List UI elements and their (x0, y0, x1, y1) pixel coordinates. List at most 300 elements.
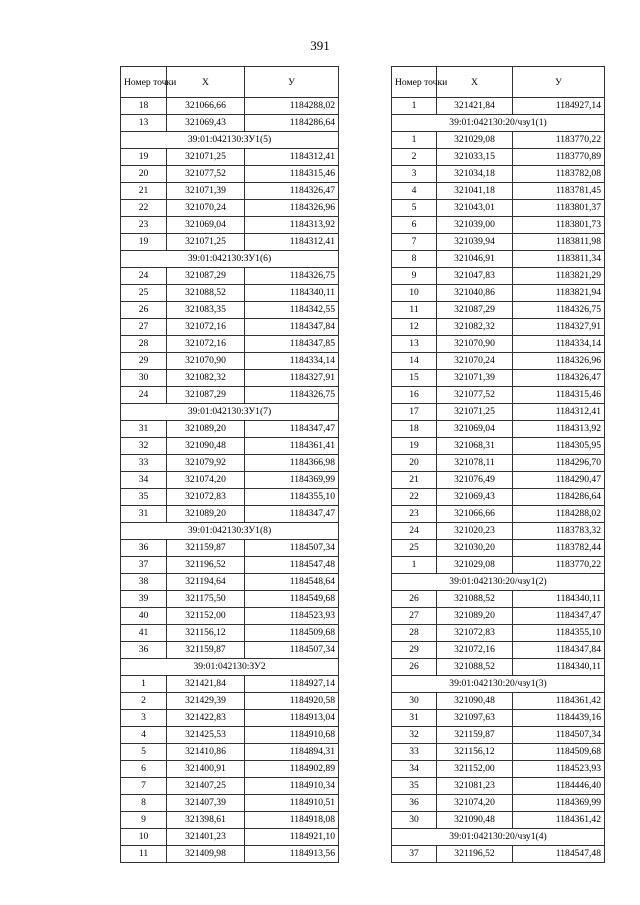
point-number-cell: 1 (392, 132, 437, 149)
y-coordinate-cell: 1184326,96 (245, 200, 339, 217)
x-coordinate-cell: 321421,84 (167, 676, 245, 693)
table-row (392, 149, 605, 166)
section-title: 39:01:042130:20/чзу1(2) (392, 574, 605, 591)
table-row (121, 761, 339, 778)
header-point-number: Номер точки (392, 67, 437, 98)
table-row (121, 727, 339, 744)
point-number-cell: 21 (121, 183, 167, 200)
y-coordinate-cell: 1184523,93 (245, 608, 339, 625)
y-coordinate-cell: 1184507,34 (245, 642, 339, 659)
x-coordinate-cell: 321156,12 (167, 625, 245, 642)
point-number-cell: 3 (121, 710, 167, 727)
table-row (121, 812, 339, 829)
y-coordinate-cell: 1184312,41 (513, 404, 605, 421)
header-point-number: Номер точки (121, 67, 167, 98)
y-coordinate-cell: 1184315,46 (245, 166, 339, 183)
table-row (121, 438, 339, 455)
y-coordinate-cell: 1184366,98 (245, 455, 339, 472)
y-coordinate-cell: 1183801,37 (513, 200, 605, 217)
point-number-cell: 1 (392, 557, 437, 574)
x-coordinate-cell: 321407,25 (167, 778, 245, 795)
page-number: 391 (310, 38, 330, 53)
y-coordinate-cell: 1183801,73 (513, 217, 605, 234)
x-coordinate-cell: 321071,39 (167, 183, 245, 200)
x-coordinate-cell: 321034,18 (437, 166, 513, 183)
point-number-cell: 10 (121, 829, 167, 846)
table-row (121, 387, 339, 404)
x-coordinate-cell: 321041,18 (437, 183, 513, 200)
y-coordinate-cell: 1184347,84 (513, 642, 605, 659)
point-number-cell: 12 (392, 319, 437, 336)
table-row (392, 795, 605, 812)
x-coordinate-cell: 321090,48 (167, 438, 245, 455)
point-number-cell: 36 (392, 795, 437, 812)
point-number-cell: 8 (121, 795, 167, 812)
table-row (121, 421, 339, 438)
point-number-cell: 36 (121, 642, 167, 659)
y-coordinate-cell: 1184334,14 (513, 336, 605, 353)
x-coordinate-cell: 321070,90 (437, 336, 513, 353)
table-row (392, 404, 605, 421)
point-number-cell: 15 (392, 370, 437, 387)
point-number-cell: 33 (392, 744, 437, 761)
x-coordinate-cell: 321072,83 (437, 625, 513, 642)
table-row (392, 455, 605, 472)
point-number-cell: 30 (121, 370, 167, 387)
section-row (121, 659, 339, 676)
x-coordinate-cell: 321159,87 (167, 642, 245, 659)
point-number-cell: 23 (392, 506, 437, 523)
x-coordinate-cell: 321089,20 (167, 506, 245, 523)
y-coordinate-cell: 1183811,34 (513, 251, 605, 268)
table-row (392, 370, 605, 387)
point-number-cell: 18 (121, 98, 167, 115)
y-coordinate-cell: 1184286,64 (245, 115, 339, 132)
table-row (392, 761, 605, 778)
x-coordinate-cell: 321087,29 (437, 302, 513, 319)
x-coordinate-cell: 321081,23 (437, 778, 513, 795)
section-row (121, 523, 339, 540)
point-number-cell: 20 (392, 455, 437, 472)
y-coordinate-cell: 1184439,16 (513, 710, 605, 727)
y-coordinate-cell: 1184305,95 (513, 438, 605, 455)
y-coordinate-cell: 1184340,11 (513, 659, 605, 676)
x-coordinate-cell: 321159,87 (167, 540, 245, 557)
table-row (121, 370, 339, 387)
y-coordinate-cell: 1183783,32 (513, 523, 605, 540)
table-row (121, 285, 339, 302)
point-number-cell: 5 (121, 744, 167, 761)
y-coordinate-cell: 1184347,47 (513, 608, 605, 625)
x-coordinate-cell: 321029,08 (437, 132, 513, 149)
point-number-cell: 22 (121, 200, 167, 217)
point-number-cell: 13 (392, 336, 437, 353)
x-coordinate-cell: 321072,83 (167, 489, 245, 506)
point-number-cell: 4 (392, 183, 437, 200)
y-coordinate-cell: 1184361,42 (513, 693, 605, 710)
x-coordinate-cell: 321194,64 (167, 574, 245, 591)
x-coordinate-cell: 321030,20 (437, 540, 513, 557)
table-row (392, 812, 605, 829)
x-coordinate-cell: 321074,20 (167, 472, 245, 489)
table-row (121, 557, 339, 574)
x-coordinate-cell: 321087,29 (167, 387, 245, 404)
point-number-cell: 19 (121, 149, 167, 166)
point-number-cell: 38 (121, 574, 167, 591)
point-number-cell: 26 (121, 302, 167, 319)
table-row (392, 217, 605, 234)
y-coordinate-cell: 1183770,89 (513, 149, 605, 166)
section-row (392, 115, 605, 132)
table-row (392, 183, 605, 200)
x-coordinate-cell: 321196,52 (167, 557, 245, 574)
table-row (392, 608, 605, 625)
point-number-cell: 27 (121, 319, 167, 336)
table-row (392, 421, 605, 438)
point-number-cell: 29 (392, 642, 437, 659)
table-row (121, 676, 339, 693)
y-coordinate-cell: 1184549,68 (245, 591, 339, 608)
y-coordinate-cell: 1183782,44 (513, 540, 605, 557)
table-row (392, 710, 605, 727)
x-coordinate-cell: 321071,39 (437, 370, 513, 387)
y-coordinate-cell: 1184286,64 (513, 489, 605, 506)
x-coordinate-cell: 321401,23 (167, 829, 245, 846)
table-row (121, 183, 339, 200)
y-coordinate-cell: 1184326,47 (513, 370, 605, 387)
table-row (392, 506, 605, 523)
table-row (392, 251, 605, 268)
x-coordinate-cell: 321097,63 (437, 710, 513, 727)
point-number-cell: 37 (392, 846, 437, 863)
x-coordinate-cell: 321078,11 (437, 455, 513, 472)
section-row (392, 829, 605, 846)
point-number-cell: 24 (392, 523, 437, 540)
y-coordinate-cell: 1184326,75 (513, 302, 605, 319)
table-row (121, 591, 339, 608)
point-number-cell: 37 (121, 557, 167, 574)
x-coordinate-cell: 321069,43 (167, 115, 245, 132)
point-number-cell: 19 (121, 234, 167, 251)
table-row (392, 659, 605, 676)
table-row (121, 506, 339, 523)
y-coordinate-cell: 1184340,11 (245, 285, 339, 302)
point-number-cell: 21 (392, 472, 437, 489)
y-coordinate-cell: 1184347,84 (245, 319, 339, 336)
y-coordinate-cell: 1184927,14 (245, 676, 339, 693)
x-coordinate-cell: 321074,20 (437, 795, 513, 812)
table-row (392, 727, 605, 744)
point-number-cell: 16 (392, 387, 437, 404)
table-row (121, 200, 339, 217)
y-coordinate-cell: 1184347,47 (245, 421, 339, 438)
y-coordinate-cell: 1183782,08 (513, 166, 605, 183)
y-coordinate-cell: 1184369,99 (245, 472, 339, 489)
table-row (392, 642, 605, 659)
x-coordinate-cell: 321089,20 (437, 608, 513, 625)
point-number-cell: 11 (121, 846, 167, 863)
point-number-cell: 30 (392, 693, 437, 710)
point-number-cell: 28 (392, 625, 437, 642)
point-number-cell: 39 (121, 591, 167, 608)
table-row (121, 115, 339, 132)
y-coordinate-cell: 1184369,99 (513, 795, 605, 812)
x-coordinate-cell: 321425,53 (167, 727, 245, 744)
y-coordinate-cell: 1183821,29 (513, 268, 605, 285)
table-row (392, 523, 605, 540)
y-coordinate-cell: 1184507,34 (513, 727, 605, 744)
header-y: У (513, 67, 605, 98)
x-coordinate-cell: 321043,01 (437, 200, 513, 217)
y-coordinate-cell: 1184290,47 (513, 472, 605, 489)
x-coordinate-cell: 321152,00 (167, 608, 245, 625)
x-coordinate-cell: 321040,86 (437, 285, 513, 302)
y-coordinate-cell: 1184547,48 (513, 846, 605, 863)
y-coordinate-cell: 1184288,02 (513, 506, 605, 523)
table-body-left (121, 98, 339, 863)
x-coordinate-cell: 321088,52 (437, 659, 513, 676)
y-coordinate-cell: 1184918,08 (245, 812, 339, 829)
x-coordinate-cell: 321079,92 (167, 455, 245, 472)
y-coordinate-cell: 1184312,41 (245, 234, 339, 251)
table-row (121, 302, 339, 319)
point-number-cell: 23 (121, 217, 167, 234)
table-row (392, 472, 605, 489)
table-row (121, 778, 339, 795)
x-coordinate-cell: 321070,24 (167, 200, 245, 217)
table-row (392, 540, 605, 557)
y-coordinate-cell: 1184913,04 (245, 710, 339, 727)
table-row (121, 540, 339, 557)
table-row (121, 710, 339, 727)
table-row (392, 438, 605, 455)
point-number-cell: 31 (392, 710, 437, 727)
point-number-cell: 28 (121, 336, 167, 353)
section-row (121, 132, 339, 149)
point-number-cell: 24 (121, 387, 167, 404)
point-number-cell: 25 (121, 285, 167, 302)
x-coordinate-cell: 321068,31 (437, 438, 513, 455)
y-coordinate-cell: 1184548,64 (245, 574, 339, 591)
y-coordinate-cell: 1184361,42 (513, 812, 605, 829)
y-coordinate-cell: 1184894,31 (245, 744, 339, 761)
section-row (392, 676, 605, 693)
x-coordinate-cell: 321039,94 (437, 234, 513, 251)
table-row (121, 489, 339, 506)
x-coordinate-cell: 321070,90 (167, 353, 245, 370)
table-row (392, 846, 605, 863)
table-row (121, 574, 339, 591)
point-number-cell: 27 (392, 608, 437, 625)
table-row (121, 149, 339, 166)
table-header-row (121, 67, 339, 98)
point-number-cell: 41 (121, 625, 167, 642)
x-coordinate-cell: 321066,66 (437, 506, 513, 523)
table-row (392, 268, 605, 285)
point-number-cell: 1 (392, 98, 437, 115)
x-coordinate-cell: 321398,61 (167, 812, 245, 829)
y-coordinate-cell: 1183770,22 (513, 557, 605, 574)
table-row (121, 268, 339, 285)
table-row (121, 642, 339, 659)
table-row (121, 472, 339, 489)
table-row (121, 608, 339, 625)
table-row (392, 489, 605, 506)
x-coordinate-cell: 321421,84 (437, 98, 513, 115)
x-coordinate-cell: 321088,52 (437, 591, 513, 608)
y-coordinate-cell: 1184313,92 (245, 217, 339, 234)
section-row (121, 404, 339, 421)
x-coordinate-cell: 321039,00 (437, 217, 513, 234)
point-number-cell: 30 (392, 812, 437, 829)
x-coordinate-cell: 321422,83 (167, 710, 245, 727)
y-coordinate-cell: 1184921,10 (245, 829, 339, 846)
x-coordinate-cell: 321400,91 (167, 761, 245, 778)
y-coordinate-cell: 1184327,91 (245, 370, 339, 387)
table-row (121, 234, 339, 251)
table-row (392, 591, 605, 608)
coordinates-table-right (391, 66, 605, 863)
y-coordinate-cell: 1183781,45 (513, 183, 605, 200)
point-number-cell: 19 (392, 438, 437, 455)
y-coordinate-cell: 1184507,34 (245, 540, 339, 557)
point-number-cell: 32 (392, 727, 437, 744)
point-number-cell: 10 (392, 285, 437, 302)
y-coordinate-cell: 1184334,14 (245, 353, 339, 370)
y-coordinate-cell: 1184342,55 (245, 302, 339, 319)
y-coordinate-cell: 1184910,51 (245, 795, 339, 812)
x-coordinate-cell: 321047,83 (437, 268, 513, 285)
table-header-row (392, 67, 605, 98)
y-coordinate-cell: 1184523,93 (513, 761, 605, 778)
x-coordinate-cell: 321071,25 (437, 404, 513, 421)
table-row (121, 353, 339, 370)
table-row (121, 217, 339, 234)
table-row (121, 336, 339, 353)
x-coordinate-cell: 321410,86 (167, 744, 245, 761)
point-number-cell: 31 (121, 421, 167, 438)
x-coordinate-cell: 321070,24 (437, 353, 513, 370)
y-coordinate-cell: 1184910,68 (245, 727, 339, 744)
point-number-cell: 7 (392, 234, 437, 251)
table-row (121, 455, 339, 472)
point-number-cell: 34 (121, 472, 167, 489)
y-coordinate-cell: 1184446,40 (513, 778, 605, 795)
y-coordinate-cell: 1184927,14 (513, 98, 605, 115)
table-row (392, 557, 605, 574)
y-coordinate-cell: 1184902,89 (245, 761, 339, 778)
y-coordinate-cell: 1184361,41 (245, 438, 339, 455)
table-row (392, 98, 605, 115)
table-row (392, 234, 605, 251)
x-coordinate-cell: 321069,04 (167, 217, 245, 234)
y-coordinate-cell: 1184288,02 (245, 98, 339, 115)
section-title: 39:01:042130:ЗУ1(7) (121, 404, 339, 421)
point-number-cell: 6 (121, 761, 167, 778)
point-number-cell: 8 (392, 251, 437, 268)
y-coordinate-cell: 1184313,92 (513, 421, 605, 438)
y-coordinate-cell: 1184509,68 (245, 625, 339, 642)
point-number-cell: 24 (121, 268, 167, 285)
point-number-cell: 7 (121, 778, 167, 795)
x-coordinate-cell: 321076,49 (437, 472, 513, 489)
y-coordinate-cell: 1184347,85 (245, 336, 339, 353)
x-coordinate-cell: 321087,29 (167, 268, 245, 285)
x-coordinate-cell: 321077,52 (167, 166, 245, 183)
section-title: 39:01:042130:ЗУ1(5) (121, 132, 339, 149)
point-number-cell: 9 (121, 812, 167, 829)
x-coordinate-cell: 321196,52 (437, 846, 513, 863)
point-number-cell: 5 (392, 200, 437, 217)
y-coordinate-cell: 1184312,41 (245, 149, 339, 166)
y-coordinate-cell: 1184910,34 (245, 778, 339, 795)
table-row (121, 693, 339, 710)
x-coordinate-cell: 321429,39 (167, 693, 245, 710)
y-coordinate-cell: 1184327,91 (513, 319, 605, 336)
x-coordinate-cell: 321071,25 (167, 149, 245, 166)
point-number-cell: 18 (392, 421, 437, 438)
table-row (392, 744, 605, 761)
header-x: X (167, 67, 245, 98)
point-number-cell: 26 (392, 591, 437, 608)
table-row (121, 795, 339, 812)
table-row (392, 336, 605, 353)
point-number-cell: 2 (121, 693, 167, 710)
x-coordinate-cell: 321409,98 (167, 846, 245, 863)
y-coordinate-cell: 1183811,98 (513, 234, 605, 251)
x-coordinate-cell: 321152,00 (437, 761, 513, 778)
point-number-cell: 31 (121, 506, 167, 523)
section-row (121, 251, 339, 268)
x-coordinate-cell: 321090,48 (437, 812, 513, 829)
y-coordinate-cell: 1184547,48 (245, 557, 339, 574)
point-number-cell: 13 (121, 115, 167, 132)
table-row (392, 693, 605, 710)
x-coordinate-cell: 321082,32 (437, 319, 513, 336)
point-number-cell: 3 (392, 166, 437, 183)
table-row (392, 132, 605, 149)
table-row (121, 166, 339, 183)
point-number-cell: 35 (392, 778, 437, 795)
y-coordinate-cell: 1184326,75 (245, 387, 339, 404)
table-row (121, 744, 339, 761)
point-number-cell: 2 (392, 149, 437, 166)
point-number-cell: 26 (392, 659, 437, 676)
section-row (392, 574, 605, 591)
y-coordinate-cell: 1184913,56 (245, 846, 339, 863)
y-coordinate-cell: 1184326,75 (245, 268, 339, 285)
y-coordinate-cell: 1184296,70 (513, 455, 605, 472)
point-number-cell: 22 (392, 489, 437, 506)
point-number-cell: 20 (121, 166, 167, 183)
section-title: 39:01:042130:20/чзу1(1) (392, 115, 605, 132)
point-number-cell: 32 (121, 438, 167, 455)
table-row (121, 319, 339, 336)
y-coordinate-cell: 1183821,94 (513, 285, 605, 302)
header-x: X (437, 67, 513, 98)
table-row (121, 625, 339, 642)
x-coordinate-cell: 321407,39 (167, 795, 245, 812)
y-coordinate-cell: 1184347,47 (245, 506, 339, 523)
x-coordinate-cell: 321033,15 (437, 149, 513, 166)
y-coordinate-cell: 1184326,47 (245, 183, 339, 200)
point-number-cell: 17 (392, 404, 437, 421)
table-row (121, 846, 339, 863)
section-title: 39:01:042130:ЗУ1(8) (121, 523, 339, 540)
point-number-cell: 35 (121, 489, 167, 506)
table-row (392, 302, 605, 319)
x-coordinate-cell: 321020,23 (437, 523, 513, 540)
